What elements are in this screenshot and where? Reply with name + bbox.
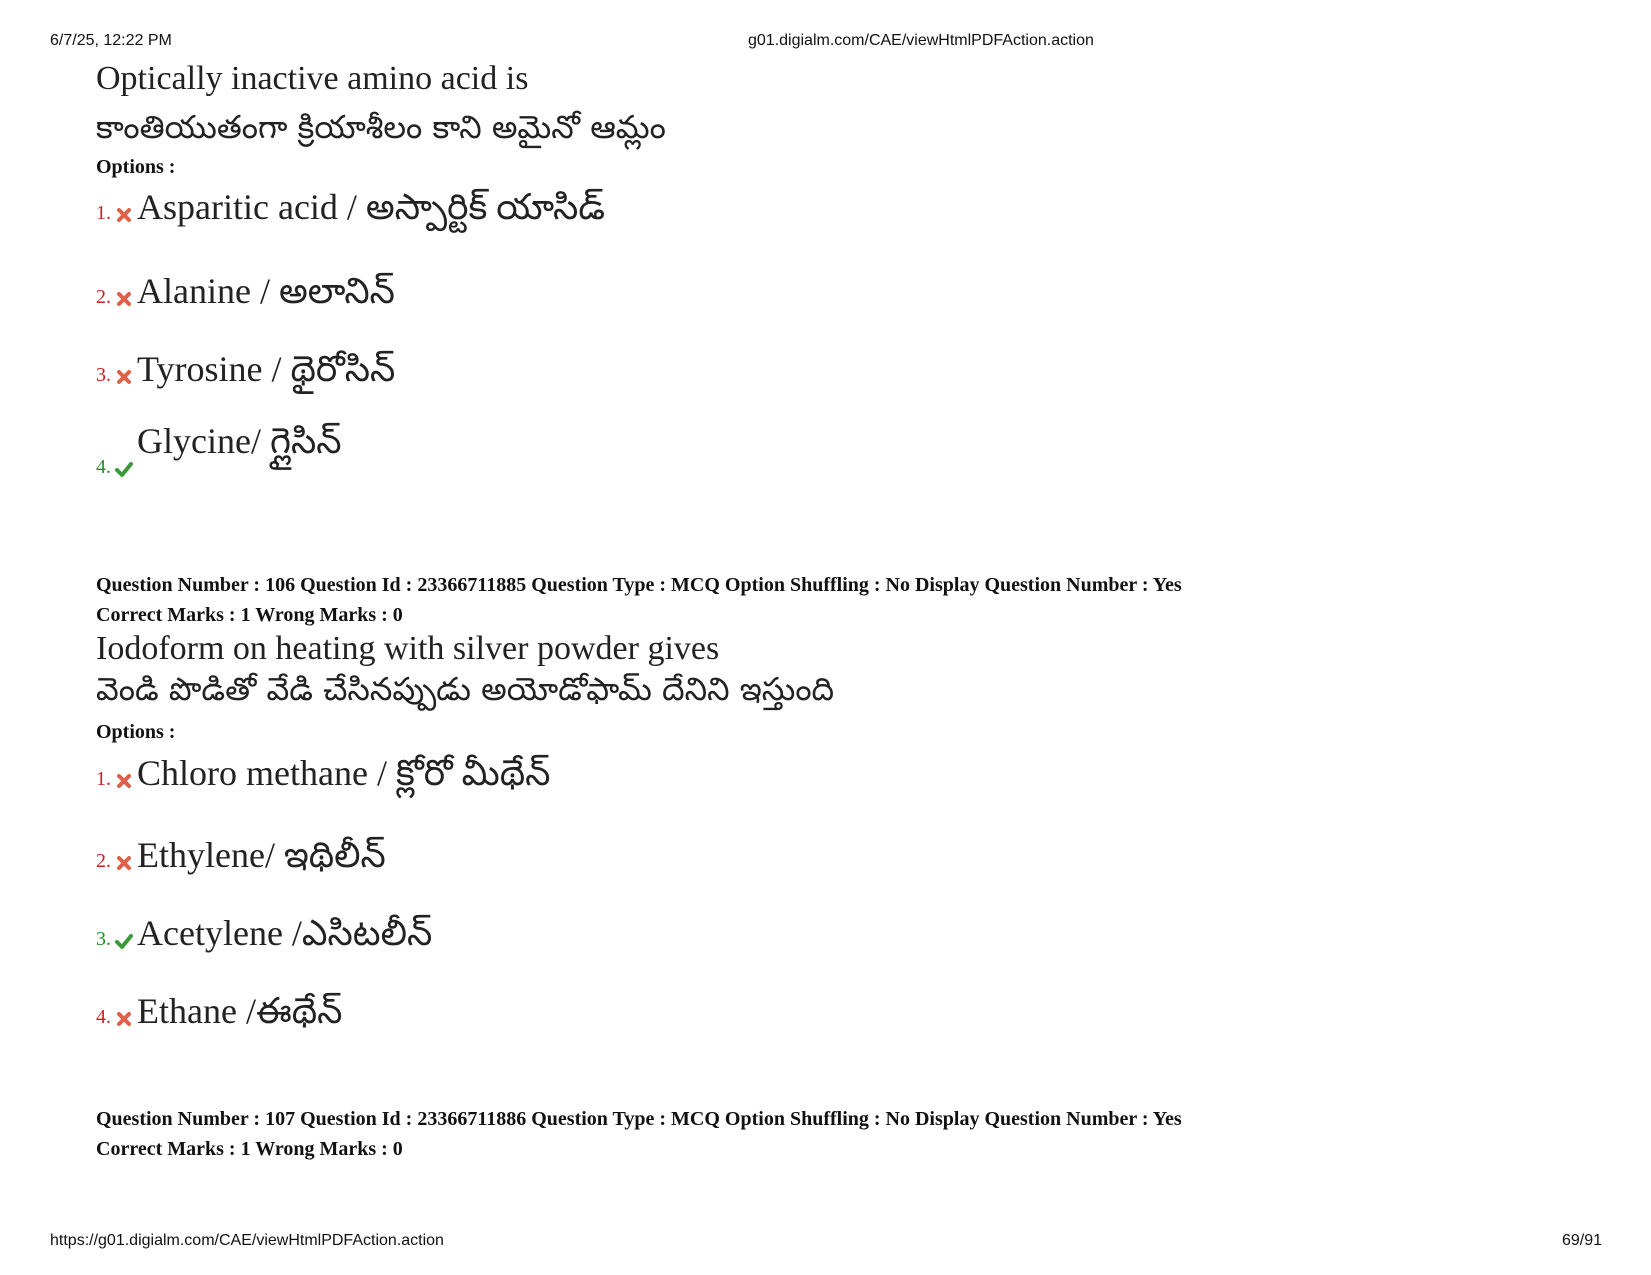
option-number: 3. — [96, 364, 111, 386]
option-row — [96, 270, 395, 321]
cross-icon — [115, 290, 133, 308]
checkmark-icon — [115, 460, 133, 478]
page-number: 69/91 — [1562, 1232, 1603, 1249]
option-text: Tyrosine / థైరోసిన్ — [137, 349, 396, 389]
option-row — [96, 912, 432, 963]
print-url-footer: https://g01.digialm.com/CAE/viewHtmlPDFAction.action — [50, 1232, 444, 1249]
option-number: 2. — [96, 286, 111, 308]
question-meta: Question Number : 106 Question Id : 23366711885 Question Type : MCQ Option Shuffling : No Display Question Number : Yes — [96, 574, 1182, 596]
option-text: Alanine / అలానిన్ — [137, 271, 395, 311]
option-number: 4. — [96, 456, 111, 478]
print-url-header: g01.digialm.com/CAE/viewHtmlPDFAction.action — [748, 32, 1094, 49]
option-text: Ethylene/ ఇథిలీన్ — [137, 835, 386, 875]
cross-icon — [115, 854, 133, 872]
cross-icon — [115, 1010, 133, 1028]
cross-icon — [115, 368, 133, 386]
marks-meta: Correct Marks : 1 Wrong Marks : 0 — [96, 604, 403, 626]
question-text-telugu: కాంతియుతంగా క్రియాశీలం కాని అమైనో ఆమ్లం — [96, 108, 666, 146]
checkmark-icon — [115, 932, 133, 950]
option-number: 3. — [96, 928, 111, 950]
option-text: Chloro methane / క్లోరో మీథేన్ — [137, 753, 551, 793]
question-text-english: Iodoform on heating with silver powder gives — [96, 630, 720, 667]
cross-icon — [115, 206, 133, 224]
option-number: 1. — [96, 768, 111, 790]
option-number: 1. — [96, 202, 111, 224]
option-text: Asparitic acid / అస్పార్టిక్ యాసిడ్ — [137, 187, 605, 227]
option-row — [96, 752, 550, 803]
options-label: Options : — [96, 156, 176, 178]
option-row — [96, 186, 605, 237]
option-text: Acetylene /ఎసిటలీన్ — [137, 913, 433, 953]
options-label: Options : — [96, 721, 176, 743]
option-number: 2. — [96, 850, 111, 872]
option-row — [96, 421, 342, 491]
option-number: 4. — [96, 1006, 111, 1028]
cross-icon — [115, 772, 133, 790]
question-text-telugu: వెండి పొడితో వేడి చేసినప్పుడు అయోడోఫామ్ దేనిని ఇస్తుంది — [96, 670, 835, 708]
option-row — [96, 990, 342, 1041]
option-text: Ethane /ఈథేన్ — [137, 991, 343, 1031]
question-text-english: Optically inactive amino acid is — [96, 60, 529, 97]
marks-meta: Correct Marks : 1 Wrong Marks : 0 — [96, 1138, 403, 1160]
option-row — [96, 348, 395, 399]
print-datetime: 6/7/25, 12:22 PM — [50, 32, 172, 49]
question-meta: Question Number : 107 Question Id : 23366711886 Question Type : MCQ Option Shuffling : No Display Question Number : Yes — [96, 1108, 1182, 1130]
option-text: Glycine/ గ్లైసిన్ — [137, 421, 342, 461]
option-row — [96, 834, 386, 885]
